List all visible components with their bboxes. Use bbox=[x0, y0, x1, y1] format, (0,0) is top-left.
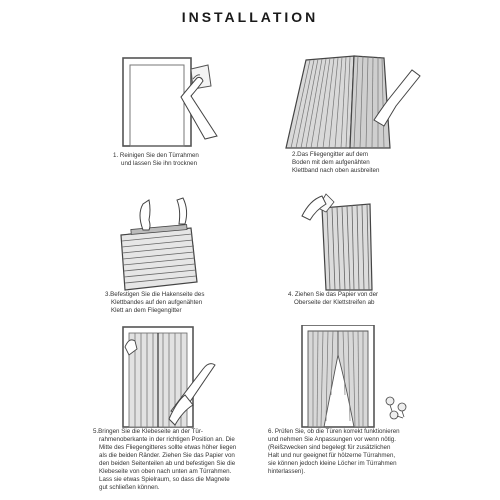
step-2-illustration bbox=[266, 48, 446, 153]
caption-line: Mitte des Fliegengitteres sollte etwas höher liegen bbox=[99, 444, 237, 451]
caption-line: Oberseite der Klettstreifen ab bbox=[294, 299, 375, 306]
step-4-caption bbox=[288, 291, 378, 307]
step-5-illustration bbox=[85, 325, 265, 430]
caption-line: Halt und nur geeignet für hölzerne Türrahmen, bbox=[268, 452, 396, 459]
caption-line: Boden mit dem aufgenähten bbox=[292, 159, 370, 166]
caption-line: 2.Das Fliegengitter auf dem bbox=[292, 151, 369, 158]
step-3-caption bbox=[105, 291, 204, 315]
step-2-caption bbox=[292, 151, 379, 175]
caption-line: gut schließen können. bbox=[99, 484, 160, 491]
page-title: INSTALLATION bbox=[181, 9, 319, 25]
step-5 bbox=[85, 325, 265, 491]
caption-line: 4. Ziehen Sie das Papier von der bbox=[288, 291, 379, 298]
step-3-illustration bbox=[85, 190, 265, 295]
caption-line: Klett an dem Fliegengitter bbox=[111, 307, 182, 314]
caption-line: Lass sie etwas Spielraum, so dass die Magnete bbox=[99, 476, 230, 483]
caption-line: als die beiden Ränder. Ziehen Sie das Papier von bbox=[99, 452, 235, 459]
caption-line: und lassen Sie ihn trocknen bbox=[121, 160, 198, 167]
caption-line: 5.Bringen Sie die Klebeseite an der Tür- bbox=[93, 428, 203, 435]
step-1 bbox=[85, 48, 265, 188]
caption-line: rahmenoberkante in der richtigen Position an. Die bbox=[99, 436, 235, 443]
caption-line: Klettband nach oben ausbreiten bbox=[292, 167, 380, 174]
caption-line: Klettbandes auf den aufgenähten bbox=[111, 299, 203, 306]
caption-line: hinterlassen). bbox=[268, 468, 306, 475]
caption-line: den beiden Seitenteilen ab und befestigen Sie die bbox=[99, 460, 236, 467]
step-4-illustration bbox=[266, 190, 446, 295]
step-5-caption bbox=[93, 428, 236, 492]
step-3 bbox=[85, 190, 265, 330]
caption-line: Klebeseite von oben nach unten am Türrahmen. bbox=[99, 468, 232, 475]
caption-line: 1. Reinigen Sie den Türrahmen bbox=[113, 152, 199, 159]
caption-line: (Reißzwecken sind begelegt für zusätzlichen bbox=[268, 444, 391, 451]
step-6 bbox=[266, 325, 446, 475]
caption-line: 6. Prüfen Sie, ob die Türen korrekt funktionieren bbox=[268, 428, 400, 435]
step-4 bbox=[266, 190, 446, 330]
step-2 bbox=[266, 48, 446, 188]
caption-line: und nehmen Sie Anpassungen vor wenn nötig. bbox=[268, 436, 396, 443]
caption-line: 3.Befestigen Sie die Hakenseite des bbox=[105, 291, 205, 298]
step-6-caption bbox=[268, 428, 400, 476]
caption-line: sie können jedoch kleine Löcher im Türrahmen bbox=[268, 460, 397, 467]
step-1-illustration bbox=[85, 48, 265, 153]
step-1-caption bbox=[113, 152, 199, 168]
step-6-illustration bbox=[266, 325, 446, 430]
